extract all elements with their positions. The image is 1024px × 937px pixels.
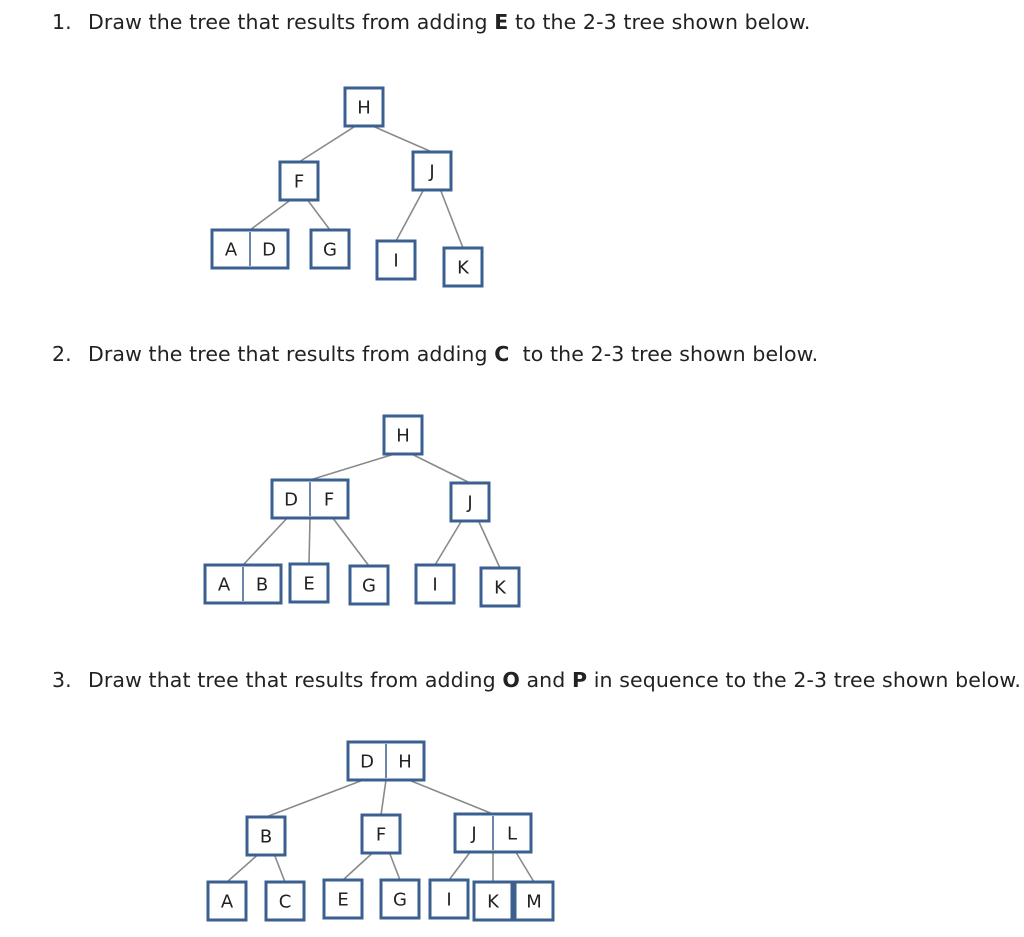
tree-edge xyxy=(381,780,386,815)
tree-node-t3-k xyxy=(474,882,512,920)
tree-node-t2-df xyxy=(272,480,348,518)
tree-edge xyxy=(333,518,369,566)
node-key: C xyxy=(278,891,292,913)
question-text-end: in sequence to the 2-3 tree shown below. xyxy=(587,668,1021,692)
question-text: Draw the tree that results from adding xyxy=(88,342,495,366)
tree-node-t2-root xyxy=(384,416,422,454)
tree-edge xyxy=(266,780,363,817)
tree-edge xyxy=(310,454,394,480)
node-key: J xyxy=(467,492,473,514)
tree-node-t2-k xyxy=(481,568,519,606)
tree-nodes xyxy=(205,88,553,920)
question-text: Draw that tree that results from adding xyxy=(88,668,503,692)
tree-edge xyxy=(449,852,470,880)
question-key: E xyxy=(494,10,509,34)
node-key: E xyxy=(337,889,349,911)
node-key: K xyxy=(494,577,506,599)
question-key: O xyxy=(502,668,520,692)
node-key: F xyxy=(293,171,305,193)
tree-node-t3-i xyxy=(430,880,468,918)
node-key: B xyxy=(255,574,269,596)
tree-node-t3-g xyxy=(381,880,419,918)
node-key: L xyxy=(506,823,518,845)
node-key: J xyxy=(471,823,477,845)
node-key: K xyxy=(457,257,469,279)
node-key: D xyxy=(360,751,374,773)
tree-edge xyxy=(441,190,463,248)
node-key: I xyxy=(446,889,452,911)
node-key: H xyxy=(396,425,410,447)
question-number: 2. xyxy=(52,342,72,366)
tree-node-t2-e xyxy=(290,564,328,602)
node-key: J xyxy=(429,161,435,183)
tree-edge xyxy=(390,853,400,880)
tree-node-t3-m xyxy=(515,882,553,920)
tree-node-t3-a xyxy=(208,882,246,920)
question-number: 3. xyxy=(52,668,72,692)
node-key: G xyxy=(393,889,407,911)
node-key: M xyxy=(526,891,542,913)
tree-edge xyxy=(309,518,310,564)
tree-edge xyxy=(227,855,257,882)
question-number: 1. xyxy=(52,10,72,34)
tree-edge xyxy=(299,126,355,162)
tree-node-t3-jl xyxy=(455,814,531,852)
tree-edge xyxy=(343,853,372,880)
tree-node-t1-ad xyxy=(212,230,288,268)
tree-node-t2-i xyxy=(416,565,454,603)
tree-node-t2-ab xyxy=(205,565,281,603)
tree-edge xyxy=(373,126,432,152)
question-text-end: to the 2-3 tree shown below. xyxy=(508,10,811,34)
node-key: K xyxy=(487,891,499,913)
tree-node-t1-i xyxy=(377,241,415,279)
tree-node-t2-g xyxy=(350,566,388,604)
node-key: G xyxy=(362,575,376,597)
question-key-2: P xyxy=(571,668,588,692)
node-key: I xyxy=(432,574,438,596)
node-key: H xyxy=(357,97,371,119)
tree-node-t1-f xyxy=(280,162,318,200)
node-key: F xyxy=(375,824,387,846)
node-key: F xyxy=(323,489,335,511)
tree-edge xyxy=(479,521,500,568)
tree-node-t1-k xyxy=(444,248,482,286)
tree-edge xyxy=(250,200,290,230)
node-key: H xyxy=(398,751,412,773)
node-key: D xyxy=(284,489,298,511)
tree-edge xyxy=(409,780,493,814)
node-key: A xyxy=(220,891,234,913)
node-key: G xyxy=(323,239,337,261)
tree-edge xyxy=(396,190,423,241)
tree-node-t1-j xyxy=(413,152,451,190)
node-key: D xyxy=(262,239,276,261)
question-key: C xyxy=(494,342,510,366)
node-key: B xyxy=(259,826,273,848)
tree-node-t3-root xyxy=(348,742,424,780)
tree-node-t3-e xyxy=(324,880,362,918)
question-text-end: to the 2-3 tree shown below. xyxy=(509,342,819,366)
tree-edge xyxy=(275,855,285,882)
node-key: A xyxy=(224,239,238,261)
tree-node-t2-j xyxy=(451,483,489,521)
tree-edge xyxy=(412,454,470,483)
tree-node-t3-c xyxy=(266,882,304,920)
tree-node-t3-b xyxy=(247,817,285,855)
tree-edge xyxy=(308,200,330,230)
tree-edge xyxy=(516,852,534,882)
tree-node-t1-root xyxy=(345,88,383,126)
tree-edge xyxy=(435,521,461,565)
question-text: Draw the tree that results from adding xyxy=(88,10,495,34)
node-key: I xyxy=(393,250,399,272)
tree-edge xyxy=(243,518,287,565)
tree-node-t1-g xyxy=(311,230,349,268)
node-key: A xyxy=(217,574,231,596)
tree-node-t3-f xyxy=(362,815,400,853)
node-key: E xyxy=(303,573,315,595)
question-text-mid: and xyxy=(519,668,572,692)
